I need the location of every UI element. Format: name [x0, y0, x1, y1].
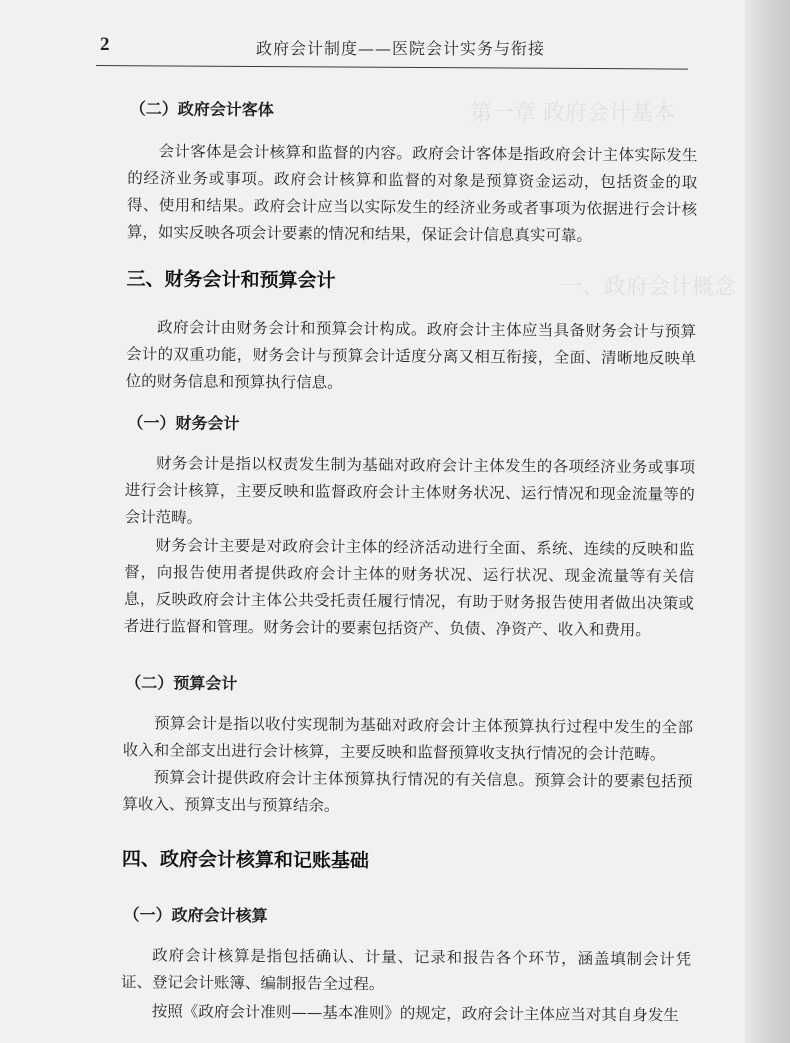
running-head: 政府会计制度——医院会计实务与衔接 — [256, 39, 546, 58]
book-page: 第一章 政府会计基本 一、政府会计概念 2 政府会计制度——医院会计实务与衔接 （二）政府会计客体 会计客体是会计核算和监督的内容。政府会计客体是指政府会计主体实际发生的经济业务或事项。政府会计核算和监督的对象是预算资金运动，包括资金的取得、使用和结果。政府会计应当以实际发生的经济业务或者事项为依据进行会计核算，如实反映各项会计要素的情况和结果，保证会计信息真实可靠。 三、财务会计和预算会计 政府会计由财务会计和预算会计构成。政府会计主体应当具备财务会计与预算会计的双重功能，财务会计与预算会计适度分离又相互衔接，全面、清晰地反映单位的财务信息和预算执行信息。 （一）财务会计 财务会计是指以权责发生制为基础对政府会计主体发生的各项经济业务或事项进行会计核算，主要反映和监督政府会计主体财务状况、运行情况和现金流量等的会计范畴。 财务会计主要是对政府会计主体的经济活动进行全面、系统、连续的反映和监督，向报告使用者提供政府会计主体的财务状况、运行状况、现金流量等有关信息，反映政府会计主体公共受托责任履行情况，有助于财务报告使用者做出决策或者进行监督和管理。财务会计的要素包括资产、负债、净资产、收入和费用。 （二）预算会计 预算会计是指以收付实现制为基础对政府会计主体预算执行过程中发生的全部收入和全部支出进行会计核算，主要反映和监督预算收支执行情况的会计范畴。 预算会计提供政府会计主体预算执行情况的有关信息。预算会计的要素包括预算收入、预算支出与预算结余。 四、政府会计核算和记账基础 （一）政府会计核算 政府会计核算是指包括确认、计量、记录和报告各个环节，涵盖填制会计凭证、登记会计账簿、编制报告全过程。 按照《政府会计准则——基本准则》的规定，政府会计主体应当对其自身发生 — [0, 0, 760, 1043]
heading-financial-accounting: （一）财务会计 — [127, 413, 240, 434]
next-page-edge — [745, 0, 790, 1043]
paragraph: 财务会计是指以权责发生制为基础对政府会计主体发生的各项经济业务或事项进行会计核算，主要反映和监督政府会计主体财务状况、运行情况和现金流量等的会计范畴。 — [124, 454, 696, 527]
paragraph: 预算会计是指以收付实现制为基础对政府会计主体预算执行过程中发生的全部收入和全部支出进行会计核算，主要反映和监督预算收支执行情况的会计范畴。 — [122, 714, 694, 764]
heading-government-accounting-core: （一）政府会计核算 — [123, 905, 268, 926]
heading-accounting-basis: 四、政府会计核算和记账基础 — [121, 848, 370, 873]
paragraph: 会计客体是会计核算和监督的内容。政府会计客体是指政府会计主体实际发生的经济业务或事项。政府会计核算和监督的对象是预算资金运动，包括资金的取得、使用和结果。政府会计应当以实际发生的经济业务或者事项为依据进行会计核算，如实反映各项会计要素的情况和结果，保证会计信息真实可靠。 — [126, 142, 698, 245]
heading-government-accounting-object: （二）政府会计客体 — [129, 99, 274, 120]
heading-budget-accounting: （二）预算会计 — [125, 673, 238, 694]
page-number: 2 — [100, 34, 110, 55]
heading-financial-and-budget-accounting: 三、财务会计和预算会计 — [126, 268, 336, 292]
paragraph: 财务会计主要是对政府会计主体的经济活动进行全面、系统、连续的反映和监督，向报告使用者提供政府会计主体的财务状况、运行状况、现金流量等有关信息，反映政府会计主体公共受托责任履行情况，有助于财务报告使用者做出决策或者进行监督和管理。财务会计的要素包括资产、负债、净资产、收入和费用。 — [123, 536, 695, 640]
header-rule — [96, 65, 688, 70]
paragraph: 政府会计核算是指包括确认、计量、记录和报告各个环节，涵盖填制会计凭证、登记会计账簿、编制报告全过程。 — [120, 946, 692, 994]
page-header — [96, 34, 686, 74]
paragraph: 按照《政府会计准则——基本准则》的规定，政府会计主体应当对其自身发生 — [151, 1002, 679, 1025]
paragraph: 预算会计提供政府会计主体预算执行情况的有关信息。预算会计的要素包括预算收入、预算支出与预算结余。 — [122, 768, 693, 815]
paragraph: 政府会计由财务会计和预算会计构成。政府会计主体应当具备财务会计与预算会计的双重功能，财务会计与预算会计适度分离又相互衔接，全面、清晰地反映单位的财务信息和预算执行信息。 — [125, 318, 697, 392]
